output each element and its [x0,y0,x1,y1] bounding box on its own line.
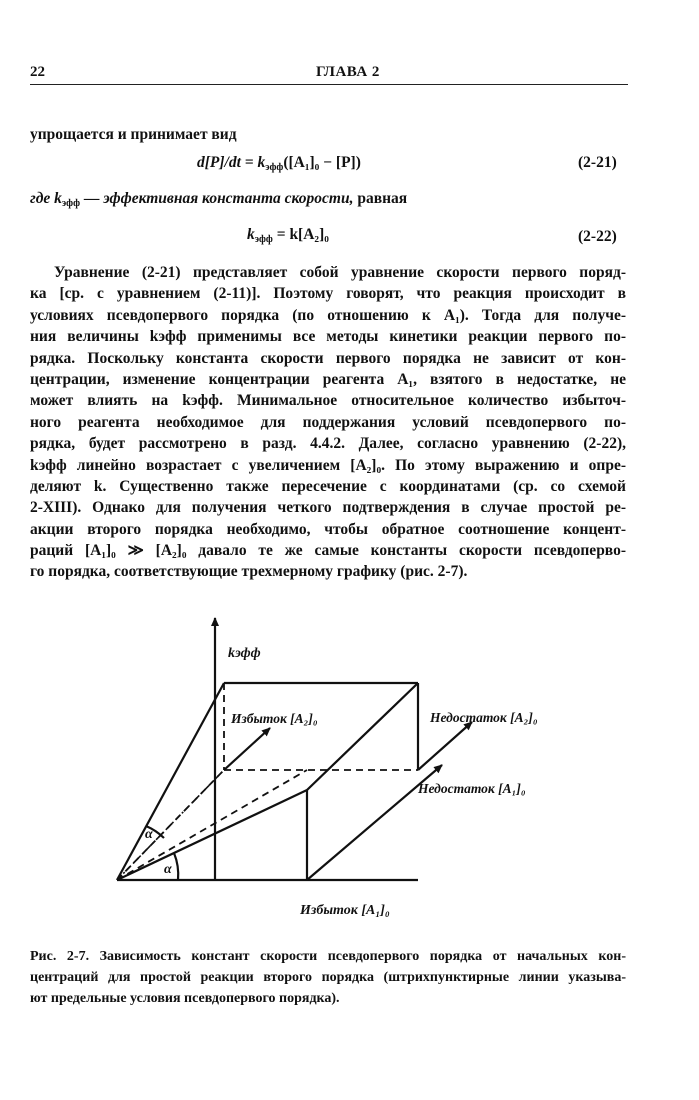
angle-alpha-upper: α [145,827,153,842]
paragraph-line: центрации, изменение концентрации реагента A₁, взятого в недостатке, не [30,370,626,388]
paragraph-line: Уравнение (2-21) представляет собой уравнение скорости первого поряд- [54,264,626,281]
paragraph-line: ного реагента необходимое для поддержания условий псевдопервого по- [30,413,626,431]
axis-k-label: kэфф [228,646,261,661]
eq1-rhs: ([A₁]₀ − [P]) [283,154,361,171]
paragraph-line: может влиять на kэфф. Минимальное относительное количество избыточ- [30,392,626,410]
equation-2-21-number: (2-21) [578,154,617,171]
paragraph-line: го порядка, соответствующие трехмерному графику (рис. 2-7). [30,563,468,581]
paragraph-line: kэфф линейно возрастает с увеличением [A₂]₀. По этому выражению и опре- [30,456,626,474]
paragraph-line: деляют k. Существенно также пересечение с координатами (ср. со схемой [30,477,626,495]
excess-a2-arrow [224,728,270,770]
paragraph-line: акции второго порядка необходимо, чтобы обратное соотношение концент- [30,520,626,538]
where-prefix: где k [30,190,62,207]
excess-a1-label: Избыток [A₁]₀ [300,903,390,918]
angle-alpha-lower: α [164,862,172,877]
paragraph-line: раций [A₁]₀ ≫ [A₂]₀ давало те же самые константы скорости псевдоперво- [30,542,626,560]
caption-line: Рис. 2-7. Зависимость констант скорости псевдопервого порядка от начальных кон- [30,949,626,964]
where-term: эффективная константа скорости, [103,190,354,207]
paragraph-line: рядка. Поскольку константа скорости первого порядка не зависит от кон- [30,349,626,367]
caption-line: центраций для простой реакции второго порядка (штрихпунктирные линии указыва- [30,970,626,985]
eq2-lhs: k [247,226,255,243]
paragraph-line: ка [ср. с уравнением (2-11)]. Поэтому говорят, что реакция происходит в [30,285,626,303]
paragraph-line: 2-XIII). Однако для получения четкого подтверждения в случае простой ре- [30,499,626,517]
intro-text: упрощается и принимает вид [30,126,237,143]
chapter-title: ГЛАВА 2 [316,64,380,80]
paragraph-line: рядка, будет рассмотрено в разд. 4.4.2. Далее, согласно уравнению (2-22), [30,435,626,453]
excess-a2-label: Избыток [A₂]₀ [231,711,318,726]
page-number: 22 [30,64,45,80]
deficit-a2-arrow [418,722,472,770]
figure-caption [30,946,626,1009]
paragraph-line: ния величины kэфф применимы все методы кинетики реакции первого по- [30,328,626,346]
deficit-a2-label: Недостаток [A₂]₀ [430,710,538,725]
eq2-sub: эфф [254,234,273,245]
equation-2-22-number: (2-22) [578,228,617,245]
eq2-rhs: = k[A₂]₀ [272,226,329,243]
eq1-sub: эфф [265,162,284,173]
where-dash: — [80,190,104,207]
caption-line: ют предельные условия псевдопервого порядка). [30,991,340,1006]
where-sub: эфф [61,198,81,209]
where-suffix: равная [353,190,408,207]
paragraph-line: условиях псевдопервого порядка (по отношению к A₁). Тогда для получе- [30,306,626,324]
deficit-a1-label: Недостаток [A₁]₀ [418,781,526,796]
eq1-lhs: d[P]/dt = k [197,154,266,171]
